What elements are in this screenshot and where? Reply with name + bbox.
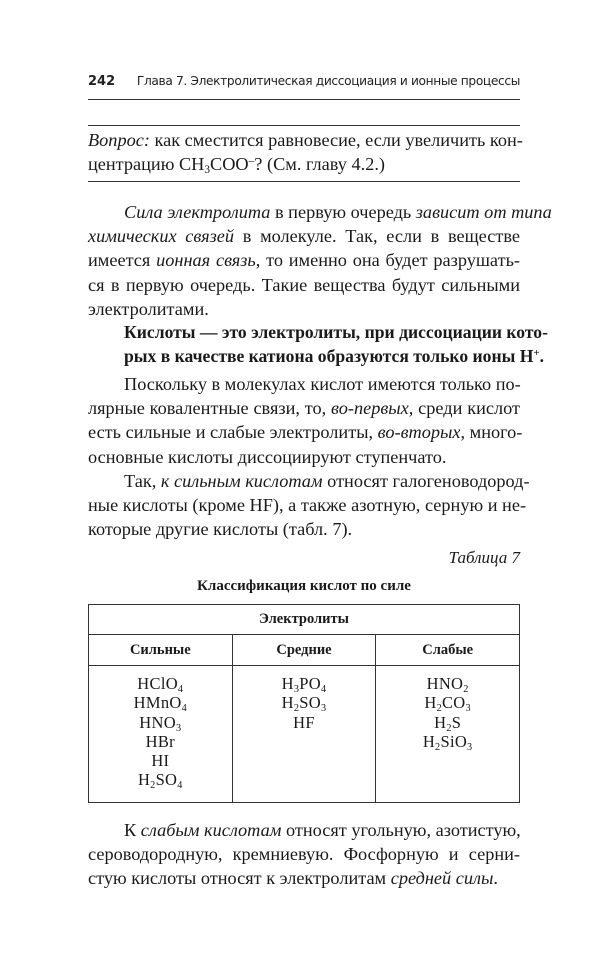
page-number: 242: [88, 74, 116, 89]
acid-formula: $HNO_2$: [426, 674, 469, 695]
acid-formula: $H_2SiO_3$: [422, 731, 473, 753]
acid-formula: $H_2SO_4$: [137, 770, 183, 792]
question-line-2: центрацию $CH_3COO^-$? (См. главу 4.2.): [88, 154, 386, 177]
weak-acids-cell: [376, 666, 520, 803]
acid-definition: Кислоты — это электролиты, при диссоциации кото- рых в качестве катиона образуются только ионы H+.: [124, 322, 548, 367]
acid-formula: $H_3PO_4$: [281, 674, 327, 695]
paragraph-weak-acids: К слабым кислотам относят угольную, азотистую, сероводородную, кремниевую. Фосфорную и серни- стую кислоты относят к электролитам средней силы.: [88, 820, 521, 889]
acid-formula: HMnO$_4$: [133, 693, 188, 715]
question-box-bottom-rule: [88, 181, 520, 182]
paragraph-polar-bonds: Поскольку в молекулах кислот имеются только по- лярные ковалентные связи, то, во-первых, среди кислот есть сильные и слабые электролиты, во-вторых, много- основные кислоты диссоциируют ступенчато.: [88, 374, 523, 467]
header-rule: [88, 99, 520, 100]
column-header-medium: Средние: [232, 635, 376, 666]
acid-strength-table: [88, 604, 520, 803]
running-header: [88, 74, 520, 96]
acid-formula: $HNO_3$: [139, 712, 182, 734]
acid-formula: HBr: [145, 731, 175, 751]
table-title: Классификация кислот по силе: [197, 578, 411, 594]
column-header-strong: Сильные: [89, 635, 233, 666]
acid-formula: $H_2CO_3$: [424, 693, 471, 715]
question-box: [88, 128, 523, 177]
column-header-weak: Слабые: [376, 635, 520, 666]
acid-formula: $H_2S$: [434, 712, 462, 734]
acid-formula: $H_2SO_3$: [281, 693, 327, 715]
strong-acids-cell: [89, 666, 233, 803]
paragraph-electrolyte-strength: Сила электролита в первую очередь зависит от типа химических связей в молекуле. Так, если в веществе имеется ионная связь, то именно она будет разрушать- ся в первую очередь. Такие вещества будут сильными электролитами.: [88, 202, 552, 319]
question-box-top-rule: [88, 125, 520, 126]
medium-acids-cell: [232, 666, 376, 803]
acid-formula: HClO$_4$: [137, 674, 184, 695]
acid-formula: HF: [293, 712, 315, 732]
question-label: Вопрос:: [88, 130, 150, 150]
acid-formula: HI: [151, 751, 170, 771]
table-caption: Таблица 7: [448, 548, 520, 567]
question-line-1: Вопрос: как сместится равновесие, если увеличить кон-: [88, 130, 523, 150]
chapter-title: Глава 7. Электролитическая диссоциация и ионные процессы: [136, 74, 520, 88]
group-header: Электролиты: [89, 605, 520, 635]
paragraph-strong-acids: Так, к сильным кислотам относят галогеноводород- ные кислоты (кроме HF), а также азотную, серную и не- которые другие кислоты (табл. 7).: [88, 471, 530, 540]
